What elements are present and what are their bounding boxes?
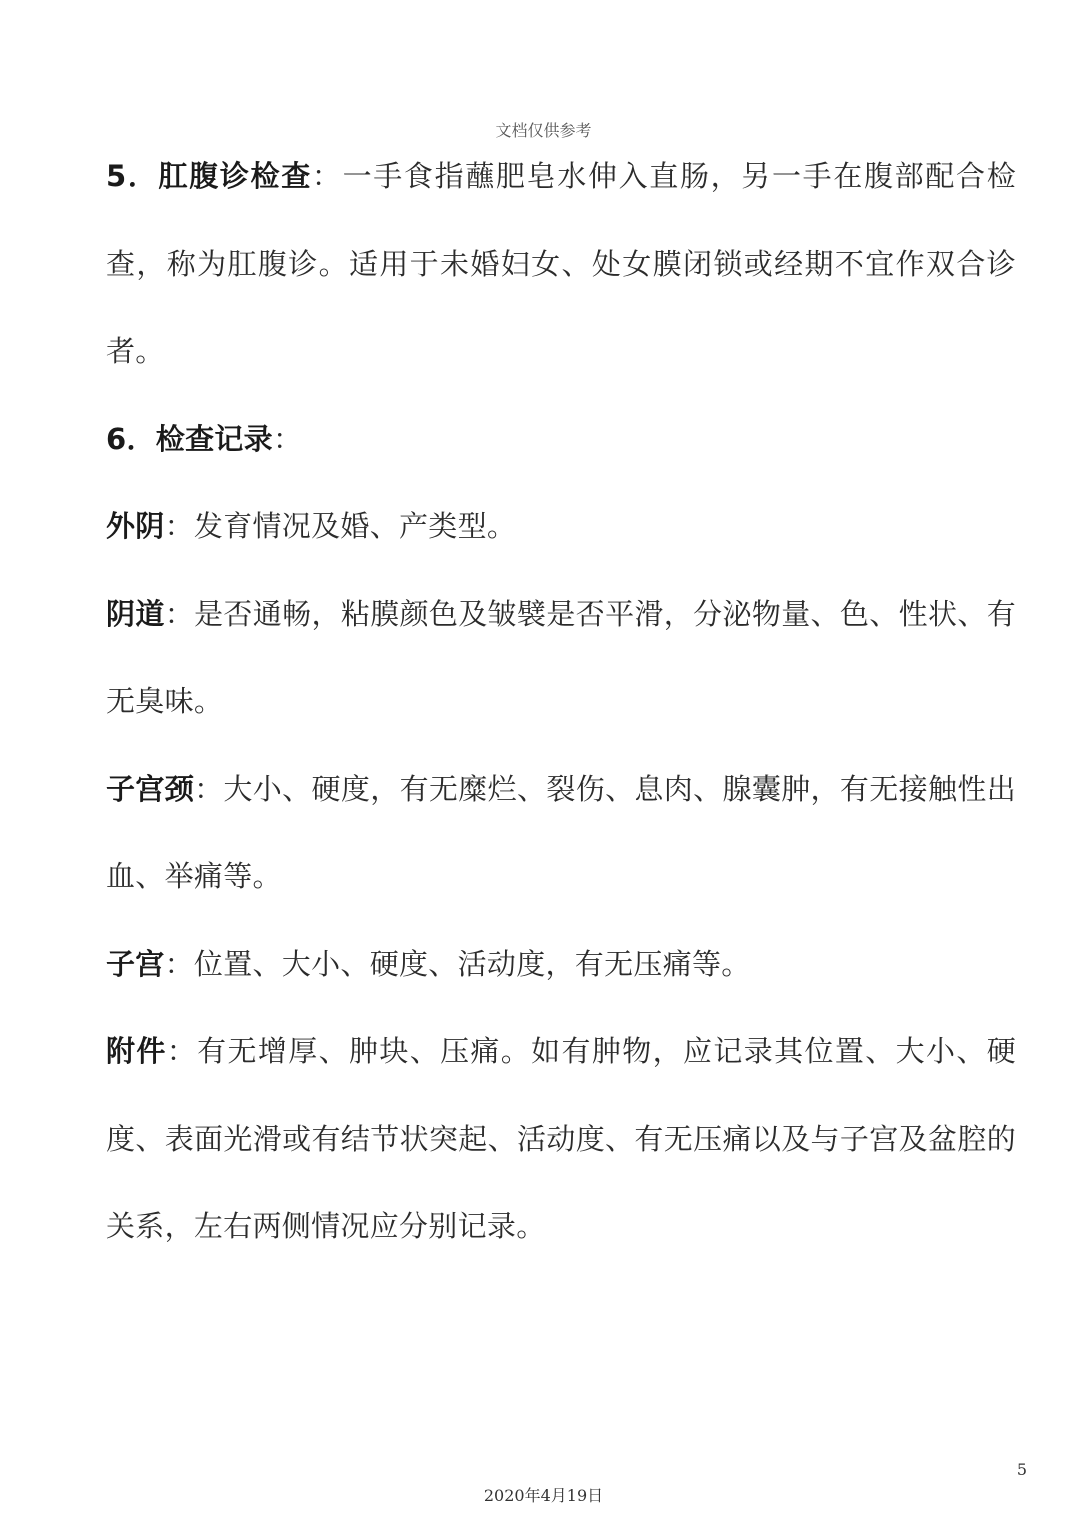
paragraph-text: ：大小、硬度，有无糜烂、裂伤、息肉、腺囊肿，有无接触性出血、举痛等。 — [106, 771, 1016, 893]
paragraph-text: ： — [272, 421, 303, 456]
paragraph-label: 5．肛腹诊检查 — [106, 159, 312, 193]
paragraph-rectal-abdominal-exam — [106, 133, 1016, 396]
paragraph-label: 子宫颈 — [106, 771, 195, 806]
paragraph-label: 子宫 — [106, 946, 165, 981]
paragraph-text: ：发育情况及婚、产类型。 — [164, 509, 517, 543]
paragraph-adnexa — [106, 1008, 1016, 1271]
paragraph-exam-record — [106, 396, 1016, 484]
paragraph-text: ：一手食指蘸肥皂水伸入直肠，另一手在腹部配合检查，称为肛腹诊。适用于未婚妇女、处女膜闭锁或经期不宜作双合诊者。 — [106, 159, 1016, 368]
page-header: 文档仅供参考 — [495, 121, 592, 140]
paragraph-text: ：是否通畅，粘膜颜色及皱襞是否平滑，分泌物量、色、性状、有无臭味。 — [106, 596, 1016, 718]
paragraph-uterus — [106, 921, 1016, 1009]
paragraph-text: ：位置、大小、硬度、活动度，有无压痛等。 — [164, 946, 751, 981]
page-number: 5 — [1016, 1460, 1028, 1479]
paragraph-label: 阴道 — [106, 596, 165, 631]
paragraph-vulva — [106, 483, 1016, 571]
paragraph-label: 附件 — [106, 1034, 167, 1068]
paragraph-cervix — [106, 746, 1016, 921]
paragraph-vagina — [106, 571, 1016, 746]
document-body — [106, 133, 1016, 1271]
paragraph-label: 6．检查记录 — [106, 421, 273, 456]
paragraph-label: 外阴 — [106, 509, 165, 543]
page-footer-date: 2020年4月19日 — [483, 1486, 604, 1505]
paragraph-text: ：有无增厚、肿块、压痛。如有肿物，应记录其位置、大小、硬度、表面光滑或有结节状突起、活动度、有无压痛以及与子宫及盆腔的关系，左右两侧情况应分别记录。 — [106, 1034, 1016, 1243]
